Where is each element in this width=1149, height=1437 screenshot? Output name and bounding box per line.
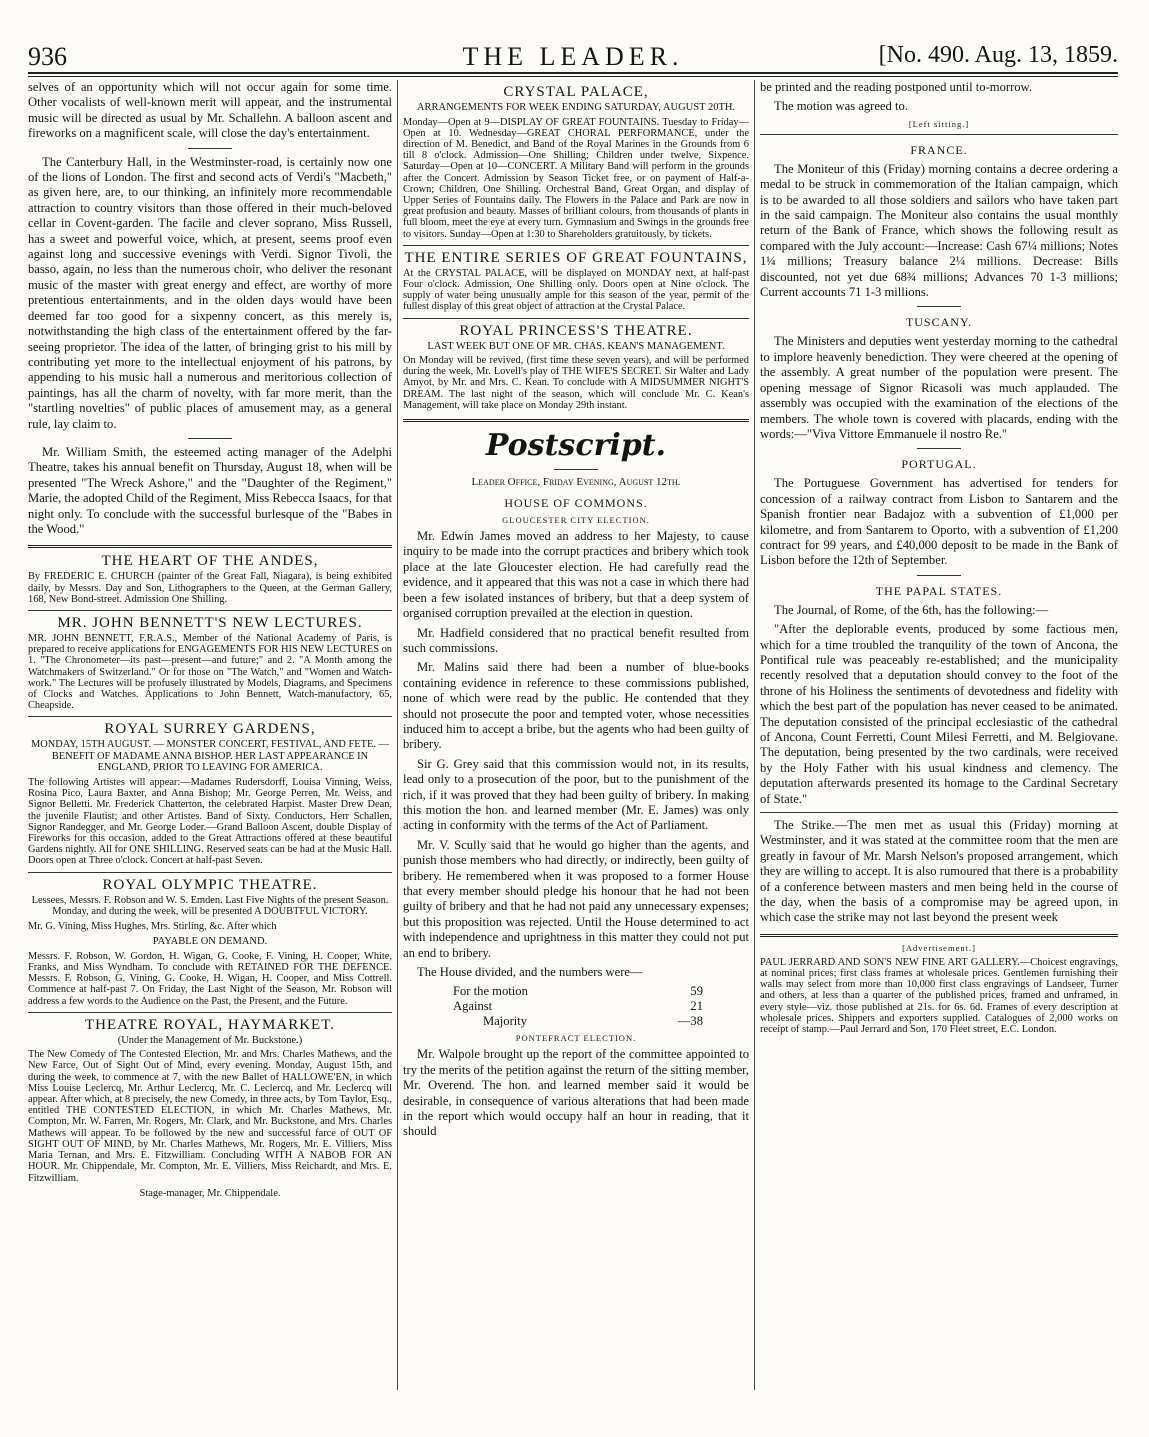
vote-value: 59 bbox=[690, 984, 703, 999]
advert-title: CRYSTAL PALACE, bbox=[503, 84, 649, 100]
advert-body: On Monday will be revived, (first time these seven years), and will be performed during the week, Mr. Lovell's play of THE WIFE'S SECRET. Sir Walter and Lady Amyot, by Mr. and Mrs. C. Kean. To conclude with A MIDSUMMER NIGHT'S DREAM. The last night of the season, which will conclude Mr. C. Kean's Management, will take place on Monday 29th instant. bbox=[403, 355, 749, 411]
divider bbox=[554, 469, 598, 470]
advert-body: Messrs. F. Robson, W. Gordon, H. Wigan, G. Cooke, F. Vining, H. Cooper, White, Franks, and Miss Wyndham. To conclude with RETAINED FOR THE DEFENCE. Messrs. F. Robson, G. Vining, G. Cooke, H. Wigan, H. Cooper, and Miss Cottrell. Commence at half-past 7. On Friday, the Last Night of the Season, Mr. Robson will address a few words to the Audience on the Past, the Present, and the Future. bbox=[28, 950, 392, 1007]
column-left bbox=[28, 80, 392, 1400]
vote-row bbox=[453, 999, 703, 1014]
division-table bbox=[453, 984, 703, 1029]
section-heading: THE PAPAL STATES. bbox=[875, 583, 1003, 598]
vote-value: —38 bbox=[677, 1014, 703, 1029]
advert-body: PAUL JERRARD AND SON'S NEW FINE ART GALLERY.—Choicest engravings, at nominal prices; first class frames at wholesale prices. Gentlemen furnishing their walls may select from more than 10,000 first class engravings of Landseer, Turner and others, at less than a quarter of the published prices, framed and unframed, in every style—viz. those published at 21s. for 6s. 6d. Frames of every description at wholesale prices. Shippers and exporters supplied. Catalogues of 2,000 works on receipt of stamp.—Paul Jerrard and Son, 170 Fleet street, E.C. London. bbox=[760, 956, 1118, 1036]
column-right bbox=[760, 80, 1118, 1400]
subsection-heading: GLOUCESTER CITY ELECTION. bbox=[502, 515, 650, 526]
advert-body: Monday—Open at 9—DISPLAY OF GREAT FOUNTAINS. Tuesday to Friday—Open at 10. Wednesday—GREAT CHORAL PERFORMANCE, under the direction of M. Benedict, and Band of the Royal Marines in the Grounds from 6 till 8 o'clock. Admission—One Shilling; Children under twelve, Sixpence. Saturday—Open at 10—CONCERT. A Military Band will perform in the grounds after the Concert. Admission by Season Ticket free, or on payment of Half-a-Crown; Children, One Shilling. Orchestral Band, Great Organ, and display of Upper Series of Fountains daily. The Flowers in the Palace and Park are now in great profusion and beauty. Masses of brilliant colours, from thousands of plants in full bloom, meet the eye at every turn. Gymnasium and Swings in the grounds free to visitors. Sunday—Open at 1:30 to Shareholders gratuitously, by tickets. bbox=[403, 116, 749, 240]
advert-title: MR. JOHN BENNETT'S NEW LECTURES. bbox=[57, 614, 363, 631]
page-header bbox=[28, 42, 1118, 71]
advert-body: At the CRYSTAL PALACE, will be displayed on MONDAY next, at half-past Four o'clock. Admission, One Shilling only. Doors open at Nine o'clock. The supply of water being unusually ample for this season of the year, permit of the fullest display of this great object of attraction at the Crystal Palace. bbox=[403, 267, 749, 313]
divider bbox=[760, 134, 1118, 135]
advert-title: THE ENTIRE SERIES OF GREAT FOUNTAINS, bbox=[404, 249, 748, 266]
postscript-heading: Postscript. bbox=[485, 428, 667, 464]
section-heading: FRANCE. bbox=[910, 142, 968, 157]
paragraph: Mr. Edwin James moved an address to her Majesty, to cause inquiry to be made into the corrupt practices and bribery which took place at the late Gloucester election. He had carefully read the evidence, and it appeared that this was not a case in which there had been a few isolated instances of bribery, but that a deep system of organised corruption prevailed at the election in question. bbox=[403, 529, 749, 621]
divider bbox=[28, 716, 392, 717]
divider bbox=[188, 148, 232, 149]
advert-title: THEATRE ROYAL, HAYMARKET. bbox=[85, 1016, 335, 1033]
advert-title: ROYAL OLYMPIC THEATRE. bbox=[102, 876, 318, 893]
advert-footer: Stage-manager, Mr. Chippendale. bbox=[139, 1187, 281, 1199]
paragraph: Mr. Hadfield considered that no practical benefit resulted from such commissions. bbox=[403, 625, 749, 655]
header-rule bbox=[28, 72, 1118, 74]
paragraph: be printed and the reading postponed until to-morrow. bbox=[760, 80, 1032, 94]
issue-info: [No. 490. Aug. 13, 1859. bbox=[878, 42, 1118, 68]
divider bbox=[760, 812, 1118, 813]
advert-subtitle: Lessees, Messrs. F. Robson and W. S. Emden. Last Five Nights of the present Season. Monday, and during the week, will be presented A DOUBTFUL VICTORY. bbox=[31, 894, 389, 917]
stage-note: [Left sitting.] bbox=[908, 118, 970, 129]
paragraph: The Canterbury Hall, in the Westminster-road, is certainly now one of the lions of London. The first and second acts of Verdi's "Macbeth," as given here, are, to our thinking, an infinitely more recommendable attraction to country visitors than those offered in their much-beloved cellar in Covent-garden. The facile and clever soprano, Miss Russell, has a sweet and powerful voice, which, at present, seems proof even against long and successive evenings with Verdi. Signor Tivoli, the basso, again, no less than the numerous choir, who deliver the resonant music of the master with great energy and effect, are worthy of more pretentious entertainments, and in the olden days would have been deemed far too good for a sixpenny concert, as this merely is, notwithstanding the high class of the entertainment offered by the far-seeing proprietor. The idea of the latter, of bringing grist to his mill by contributing yet more to the intellectual enjoyment of his patrons, by appending to his music hall a numerous and meritorious collection of paintings, has all the charm of novelty, with far more merit, than the "startling novelties" of public places of amusement may, as a general rule, lay claim to. bbox=[28, 154, 392, 431]
advert-subtitle: MONDAY, 15TH AUGUST. — MONSTER CONCERT, FESTIVAL, AND FETE. — BENEFIT OF MADAME ANNA BISHOP. HER LAST APPEARANCE IN ENGLAND, PRIOR TO LEAVING FOR AMERICA. bbox=[31, 739, 389, 773]
vote-value: 21 bbox=[690, 999, 703, 1014]
divider bbox=[403, 245, 749, 246]
section-rule bbox=[28, 545, 392, 548]
paragraph: selves of an opportunity which will not occur again for some time. Other vocalists of well-known merit will appear, and the instrumental music will be directed as usual by Mr. Schallehn. A balloon ascent and fireworks on a magnificent scale, will close the day's entertainment. bbox=[28, 80, 392, 141]
section-heading: HOUSE OF COMMONS. bbox=[504, 496, 648, 511]
column-divider bbox=[397, 80, 398, 1390]
paragraph: The Portuguese Government has advertised for tenders for concession of a railway contract from Lisbon to Santarem and the Spanish frontier near Badajoz with a subvention of £1,000 per kilometre, and from Santarem to Oporto, with a subvention of £1,200 contract for 99 years, and £40,000 deposit to be made in the Bank of Lisbon before the 12th of September. bbox=[760, 476, 1118, 568]
column-divider bbox=[754, 80, 755, 1390]
advert-body: The New Comedy of The Contested Election, Mr. and Mrs. Charles Mathews, and the New Farce, Out of Sight Out of Mind, every evening. Monday, August 15th, and during the week, to commence at 7, with the new Ballet of HALLOWE'EN, in which Miss Louise Leclercq, Mr. Arthur Leclercq, Mr. C. Leclercq, and Mr. Leclercq will appear. After which, at 8 precisely, the new Comedy, in three acts, by Tom Taylor, Esq., entitled THE CONTESTED ELECTION, in which Mr. Charles Mathews, Mr. Compton, Mr. W. Farren, Mr. Rogers, Mr. Clark, and Mr. Buckstone, and Mrs. Charles Mathews will appear. To be followed by the new and successful farce of OUT OF SIGHT OUT OF MIND, by Mr. Charles Mathews, Mr. Rogers, Mr. E. Villiers, Miss Maria Ternan, and Mrs. E. Fitzwilliam. Concluding WITH A NABOB FOR AN HOUR. Mr. Chippendale, Mr. Compton, Mr. E. Villiers, Miss Reichardt, and Mrs. E. Fitzwilliam. bbox=[28, 1049, 392, 1184]
divider bbox=[188, 438, 232, 439]
advert-body: The following Artistes will appear:—Madames Rudersdorff, Louisa Vinning, Weiss, Rosina Pico, Laura Baxter, and Anna Bishop; Mr. George Perren, Mr. Weiss, and Signor Belletti. Mr. Frederick Chatterton, the celebrated Harpist. Master Drew Dean, the juvenile Flautist; and other Artistes. Band of Sixty. Conductors, Herr Schallen, Signor Randegger, and Mr. George Loder.—Grand Balloon Ascent, double Display of Fireworks for this occasion, added to the Great Attractions offered at these beautiful Gardens nightly. All for ONE SHILLING. Reserved seats can be had at the Music Hall. Doors open at Three o'clock. Concert at half-past Seven. bbox=[28, 777, 392, 867]
advert-body: By FREDERIC E. CHURCH (painter of the Great Fall, Niagara), is being exhibited daily, by Messrs. Day and Son, Lithographers to the Queen, at the German Gallery, 168, New Bond-street. Admission One Shilling. bbox=[28, 571, 392, 605]
advert-label: [Advertisement.] bbox=[902, 942, 976, 953]
divider bbox=[28, 872, 392, 873]
subsection-heading: PONTEFRACT ELECTION. bbox=[515, 1033, 637, 1044]
paragraph: The Ministers and deputies went yesterday morning to the cathedral to implore heavenly benediction. They were cheered at the opening of the assembly. A great number of the population were present. The opening message of Signor Ricasoli was much applauded. The assembly was occupied with the examination of the elections of the members. The whole town is covered with placards, ending with the words:—"Viva Vittore Emmanuele il nostro Re." bbox=[760, 334, 1118, 441]
advert-subtitle: ARRANGEMENTS FOR WEEK ENDING SATURDAY, AUGUST 20TH. bbox=[416, 102, 736, 113]
paragraph: Mr. V. Scully said that he would go higher than the agents, and punish those members who had directly, or indirectly, been guilty of bribery. He remembered when it was proposed to a former House that every member should pledge his honour that he had not been guilty of bribery and that he had not paid any unnecessary expenses; but this proposition was rejected. Until the House determined to act with independence and uprightness in this matter they could not put an end to bribery. bbox=[403, 837, 749, 960]
divider bbox=[28, 610, 392, 611]
divider bbox=[403, 318, 749, 319]
vote-label: For the motion bbox=[453, 984, 528, 999]
paragraph: The motion was agreed to. bbox=[774, 99, 908, 114]
advert-title: THE HEART OF THE ANDES, bbox=[101, 553, 319, 570]
advert-subtitle: LAST WEEK BUT ONE OF MR. CHAS. KEAN'S MANAGEMENT. bbox=[427, 340, 725, 352]
paragraph: Mr. Walpole brought up the report of the committee appointed to try the merits of the petition against the return of the sitting member, Mr. Overend. The hon. and learned member said it would be desirable, in consequence of various alterations that had been made in the report which would occupy half an hour in reading, that it should bbox=[403, 1047, 749, 1139]
page-number: 936 bbox=[28, 42, 67, 71]
paragraph: Sir G. Grey said that this commission would not, in its results, lead only to a prosecution of the poor, but to the punishment of the rich, if it was proved that they had been guilty of bribery. In making this motion the hon. and learned member (Mr. E. James) was only acting in conformity with the terms of the Act of Parliament. bbox=[403, 756, 749, 833]
masthead-title: THE LEADER. bbox=[462, 42, 684, 71]
vote-label: Majority bbox=[483, 1014, 528, 1029]
paragraph: The Journal, of Rome, of the 6th, has the following:— bbox=[774, 602, 1049, 617]
section-heading: TUSCANY. bbox=[905, 315, 973, 330]
vote-label: Against bbox=[453, 999, 493, 1014]
divider bbox=[917, 575, 961, 576]
paragraph: "After the deplorable events, produced by some factious men, which for a time troubled the tranquility of the town of Ancona, the Pontifical rule was peaceably re-established; and the municipality recently resolved that a deputation should convey to the foot of the throne of his Holiness the sentiments of devotedness and fidelity with which the best part of the population has never ceased to be animated. The deputation consisted of the principal ecclesiastic of the cathedral of Ancona, Count Ferretti, Count Milesi Ferretti, and M. Belgiovane. The deputation, being presented by the two cardinals, were received by the Holy Father with his usual kindness and clemency. The deputation afterwards presented its homage to the Cardinal Secretary of State." bbox=[760, 622, 1118, 806]
advert-body: Mr. G. Vining, Miss Hughes, Mrs. Stirling, &c. After which bbox=[28, 921, 277, 933]
advert-subtitle: (Under the Management of Mr. Buckstone.) bbox=[117, 1034, 303, 1046]
advert-body: MR. JOHN BENNETT, F.R.A.S., Member of the National Academy of Paris, is prepared to receive applications for ENGAGEMENTS FOR HIS NEW LECTURES on 1. "The Chronometer—its past—present—and future;" and 2. "A Month among the Watchmakers of Switzerland." Or for those on "The Watch," and "Women and Watch-work." The Lectures will be profusely illustrated by Models, Diagrams, and Specimens of Clocks and Watches. Applications to John Bennett, Watch-manufactory, 65, Cheapside. bbox=[28, 632, 392, 712]
header-rule-thin bbox=[28, 76, 1118, 77]
vote-row bbox=[453, 984, 703, 999]
section-heading: PORTUGAL. bbox=[901, 457, 977, 472]
paragraph: The House divided, and the numbers were— bbox=[417, 965, 643, 980]
paragraph: The Strike.—The men met as usual this (Friday) morning at Westminster, and it was stated at the committee room that the men are greatly in favour of Mr. Marsh Nelson's proposed arrangement, which they are willing to accept. It is also rumoured that there is a probability of a conference between masters and men being held in the course of the day, when the basis of a compromise may be agreed upon, in which case the strike may not last beyond the present week bbox=[760, 818, 1118, 925]
vote-row bbox=[453, 1014, 703, 1029]
paragraph: Mr. Malins said there had been a number of blue-books containing evidence in reference to these commissions published, none of which were read by the public. He contended that they should not prosecute the poor and tempted voter, whose necessities induced him to accept a bribe, but the agents who had been guilty of bribery. bbox=[403, 660, 749, 752]
section-rule bbox=[403, 419, 749, 422]
divider bbox=[28, 1012, 392, 1013]
section-rule bbox=[760, 934, 1118, 937]
divider bbox=[917, 306, 961, 307]
advert-title: ROYAL SURREY GARDENS, bbox=[104, 721, 316, 738]
paragraph: Mr. William Smith, the esteemed acting manager of the Adelphi Theatre, takes his annual benefit on Thursday, August 18, when will be presented "The Wreck Ashore," and the "Daughter of the Regiment," Marie, the adopted Child of the Regiment, Miss Rebecca Isaacs, for that night only. To conclude with the successful burlesque of the "Babes in the Wood." bbox=[28, 444, 392, 536]
advert-title: ROYAL PRINCESS'S THEATRE. bbox=[459, 322, 693, 339]
dateline: Leader Office, Friday Evening, August 12th. bbox=[471, 476, 681, 489]
paragraph: The Moniteur of this (Friday) morning contains a decree ordering a medal to be struck in commemoration of the Italian campaign, which is to be awarded to all those soldiers and sailors who have taken part in the said campaign. The Moniteur also contains the usual monthly return of the Bank of France, which shows the following result as compared with the July account:—Increase: Cash 67¼ millions; Notes 1¼ millions; Treasury balance 2¼ millions. Decrease: Bills discounted, not yet due 68¾ millions; Advances 70 1-3 millions; Current accounts 71 1-3 millions. bbox=[760, 161, 1118, 300]
divider bbox=[917, 448, 961, 449]
column-center bbox=[403, 80, 749, 1400]
advert-subtitle: PAYABLE ON DEMAND. bbox=[152, 936, 268, 948]
